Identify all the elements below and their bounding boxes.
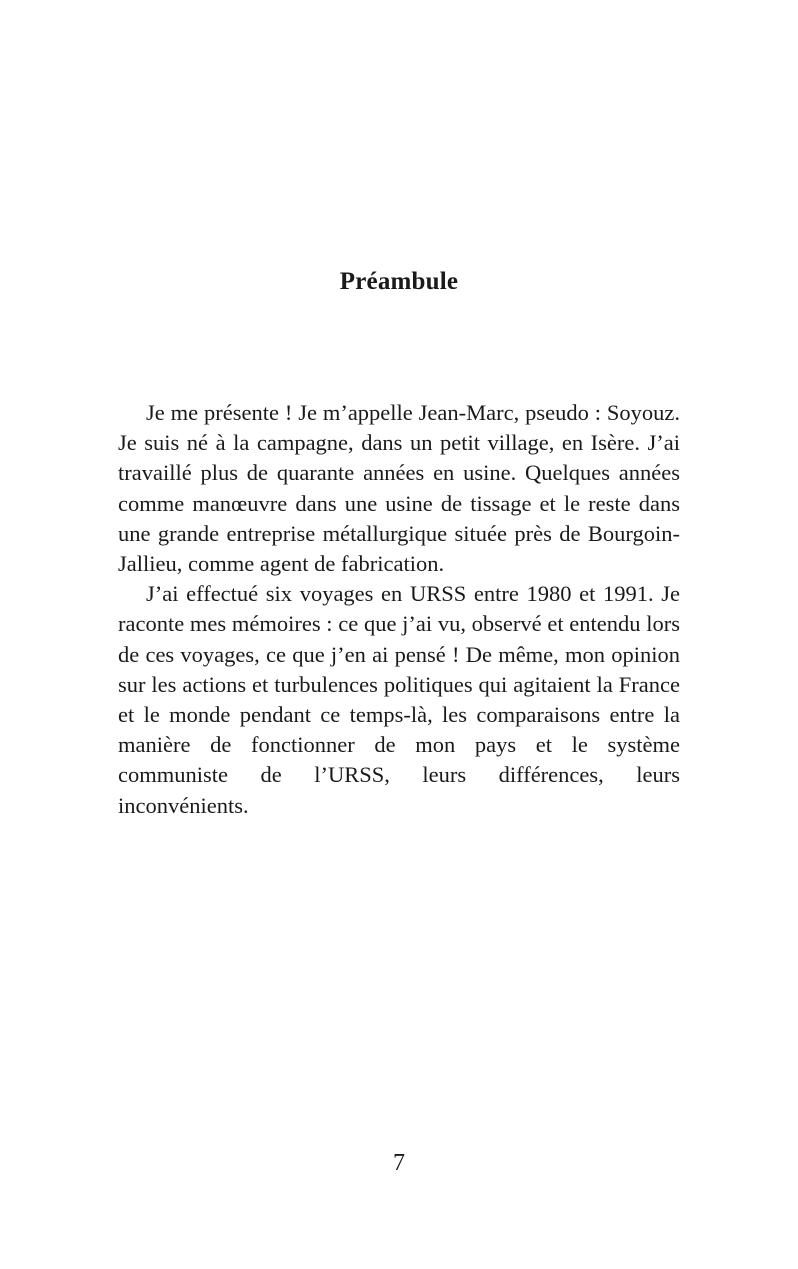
paragraph: J’ai effectué six voyages en URSS entre 1980 et 1991. Je raconte mes mémoires : ce que j’ai vu, observé et entendu lors de ces voyages, ce que j’en ai pensé ! De même, mon opinion sur les actions et turbulences politiques qui agitaient la France et le monde pendant ce temps-là, les comparaisons entre la manière de fonctionner de mon pays et le système communiste de l’URSS, leurs différences, leurs inconvénients. <box>118 581 680 818</box>
page-title: Préambule <box>339 268 459 295</box>
paragraph: Je me présente ! Je m’appelle Jean-Marc, pseudo : Soyouz. Je suis né à la campagne, dans un petit village, en Isère. J’ai travaillé plus de quarante années en usine. Quelques années comme manœuvre dans une usine de tissage et le reste dans une grande entreprise métallurgique située près de Bourgoin-Jallieu, comme agent de fabrication. <box>118 400 680 577</box>
body-text <box>118 398 680 821</box>
page-number: 7 <box>393 1150 405 1176</box>
